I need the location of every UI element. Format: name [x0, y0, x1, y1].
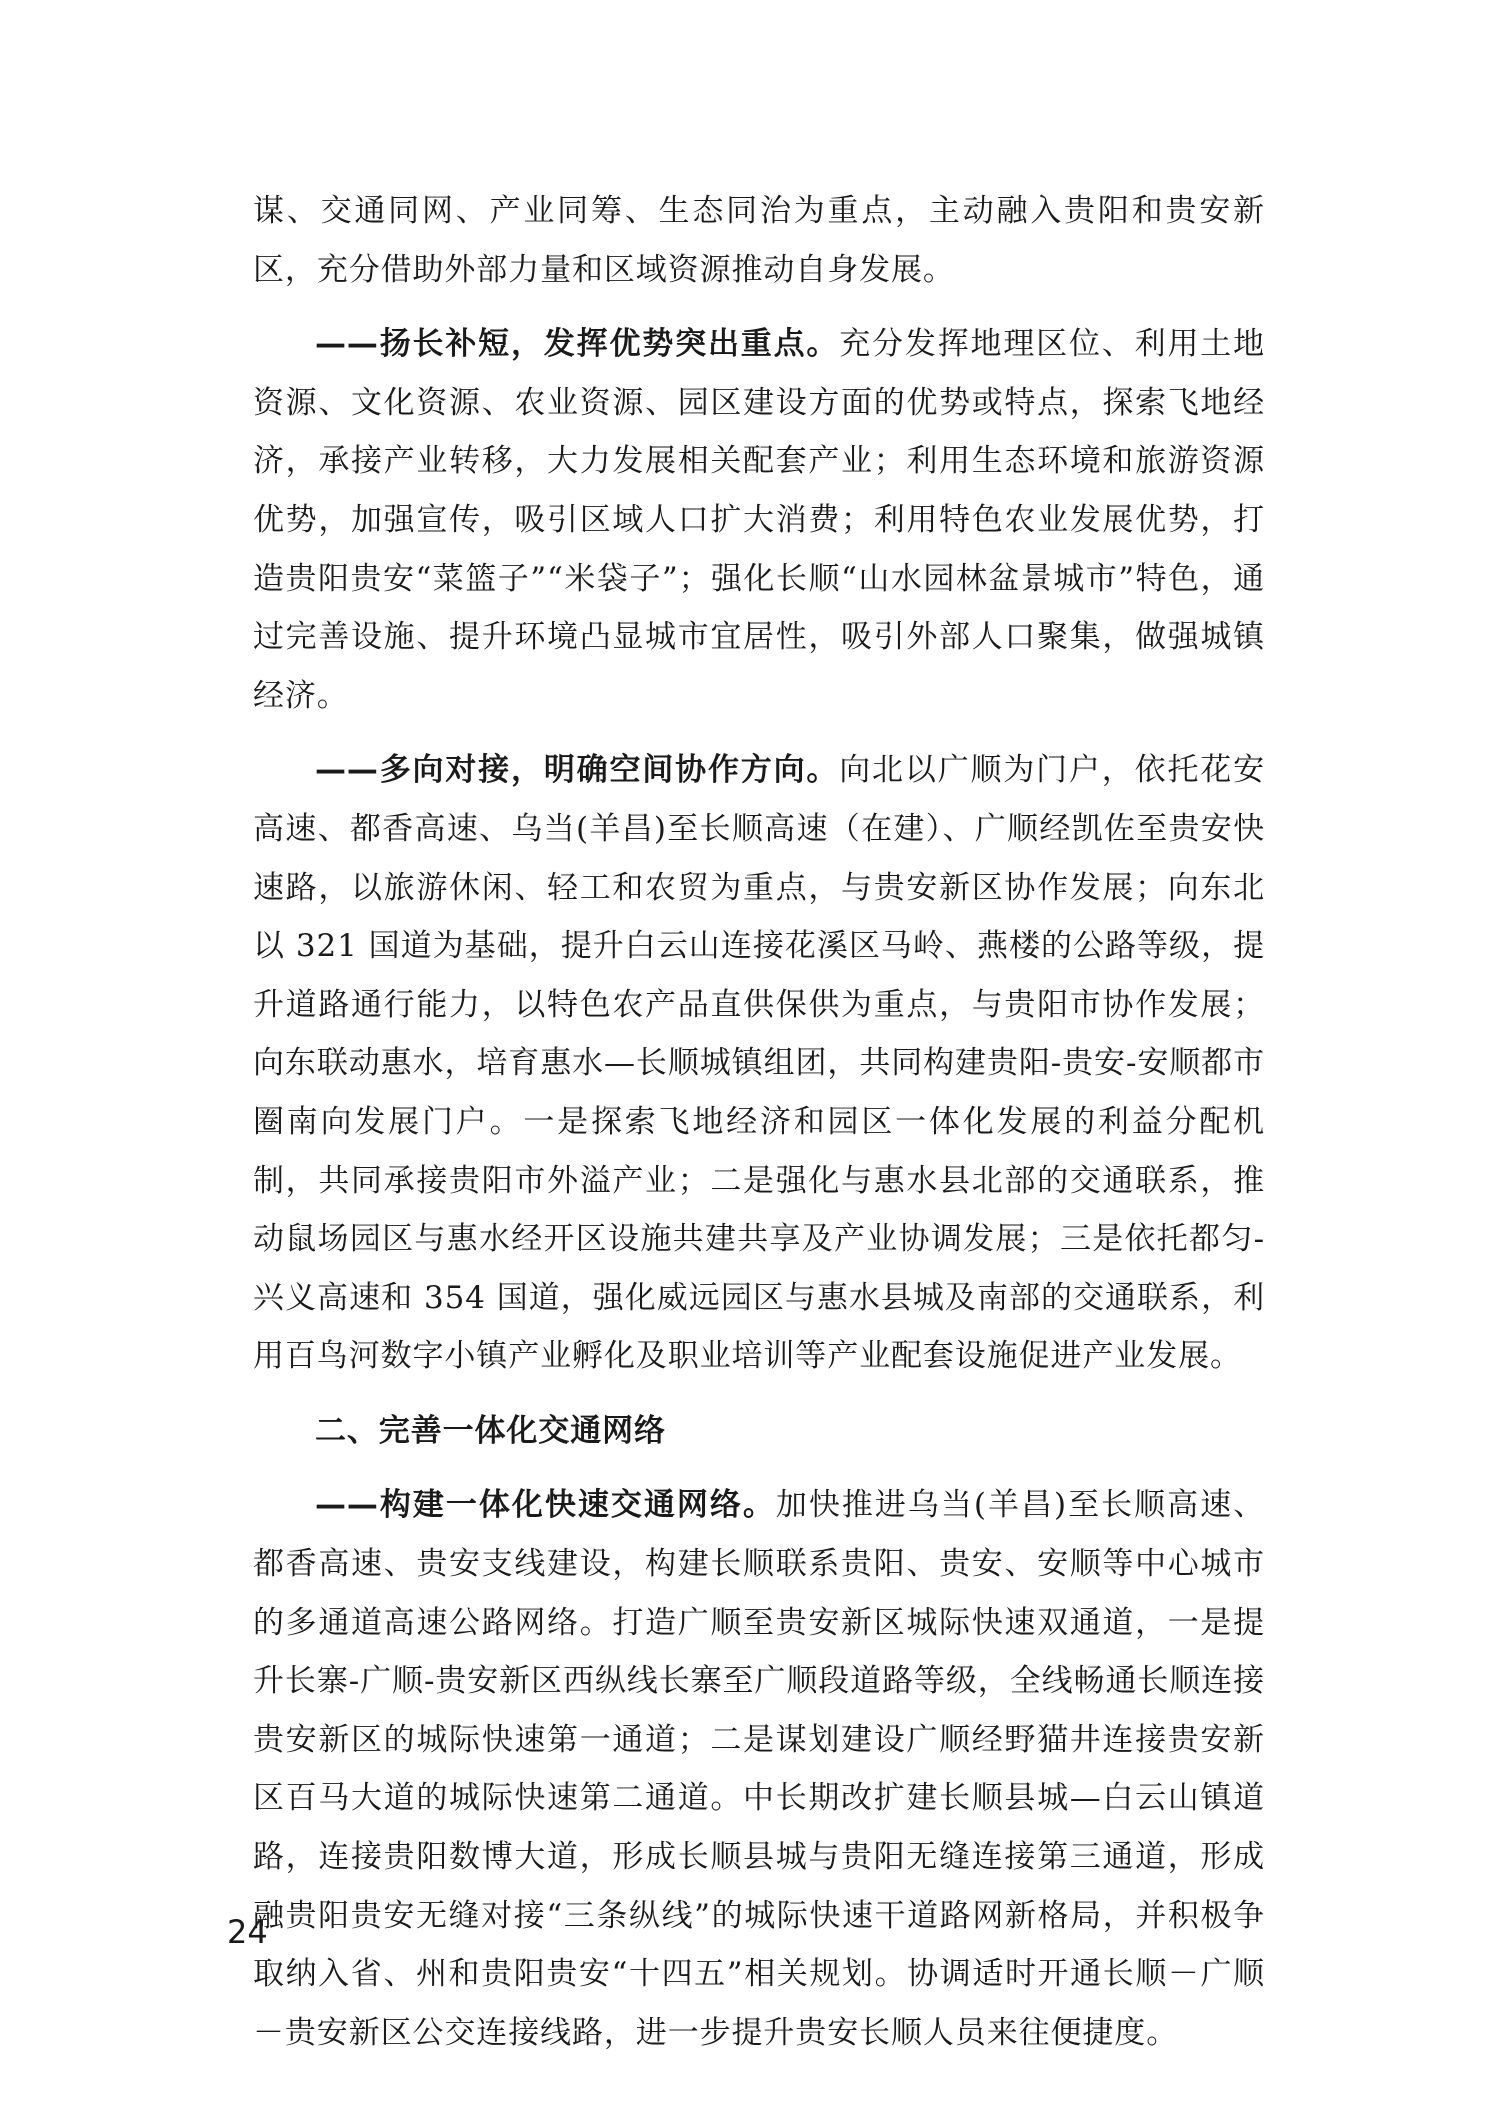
paragraph-transport-network — [253, 1476, 1265, 2062]
paragraph-text: 加快推进乌当(羊昌)至长顺高速、都香高速、贵安支线建设，构建长顺联系贵阳、贵安、安顺等中心城市的多通道高速公路网络。打造广顺至贵安新区城际快速双通道，一是提升长寨-广顺-贵安新区西纵线长寨至广顺段道路等级，全线畅通长顺连接贵安新区的城际快速第一通道；二是谋划建设广顺经野猫井连接贵安新区百马大道的城际快速第二通道。中长期改扩建长顺县城—白云山镇道路，连接贵阳数博大道，形成长顺县城与贵阳无缝连接第三通道，形成融贵阳贵安无缝对接“三条纵线”的城际快速干道路网新格局，并积极争取纳入省、州和贵阳贵安“十四五”相关规划。协调适时开通长顺－广顺－贵安新区公交连接线路，进一步提升贵安长顺人员来往便捷度。 — [253, 1487, 1265, 2051]
section-heading: 二、完善一体化交通网络 — [315, 1412, 666, 1449]
paragraph-lead: ——构建一体化快速交通网络。 — [315, 1487, 776, 1524]
paragraph-strengths — [253, 315, 1265, 725]
paragraph-lead: ——多向对接，明确空间协作方向。 — [315, 752, 840, 789]
paragraph-text: 充分发挥地理区位、利用土地资源、文化资源、农业资源、园区建设方面的优势或特点，探索飞地经济，承接产业转移，大力发展相关配套产业；利用生态环境和旅游资源优势，加强宣传，吸引区域人口扩大消费；利用特色农业发展优势，打造贵阳贵安“菜篮子”“米袋子”；强化长顺“山水园林盆景城市”特色，通过完善设施、提升环境凸显城市宜居性，吸引外部人口聚集，做强城镇经济。 — [253, 326, 1265, 714]
paragraph-lead: ——扬长补短，发挥优势突出重点。 — [315, 326, 840, 363]
page-number: 24 — [227, 1913, 268, 1951]
document-body — [253, 182, 1265, 2062]
paragraph-docking — [253, 741, 1265, 1386]
paragraph-text: 谋、交通同网、产业同筹、生态同治为重点，主动融入贵阳和贵安新区，充分借助外部力量和区域资源推动自身发展。 — [253, 193, 1265, 288]
paragraph-text: 向北以广顺为门户，依托花安高速、都香高速、乌当(羊昌)至长顺高速（在建）、广顺经凯佐至贵安快速路，以旅游休闲、轻工和农贸为重点，与贵安新区协作发展；向东北以 321 国道为基础，提升白云山连接花溪区马岭、燕楼的公路等级，提升道路通行能力，以特色农产品直供保供为重点，与贵阳市协作发展；向东联动惠水，培育惠水—长顺城镇组团，共同构建贵阳-贵安-安顺都市圈南向发展门户。一是探索飞地经济和园区一体化发展的利益分配机制，共同承接贵阳市外溢产业；二是强化与惠水县北部的交通联系，推动鼠场园区与惠水经开区设施共建共享及产业协调发展；三是依托都匀-兴义高速和 354 国道，强化威远园区与惠水县城及南部的交通联系，利用百鸟河数字小镇产业孵化及职业培训等产业配套设施促进产业发展。 — [253, 752, 1265, 1375]
paragraph-continuation — [253, 182, 1265, 299]
